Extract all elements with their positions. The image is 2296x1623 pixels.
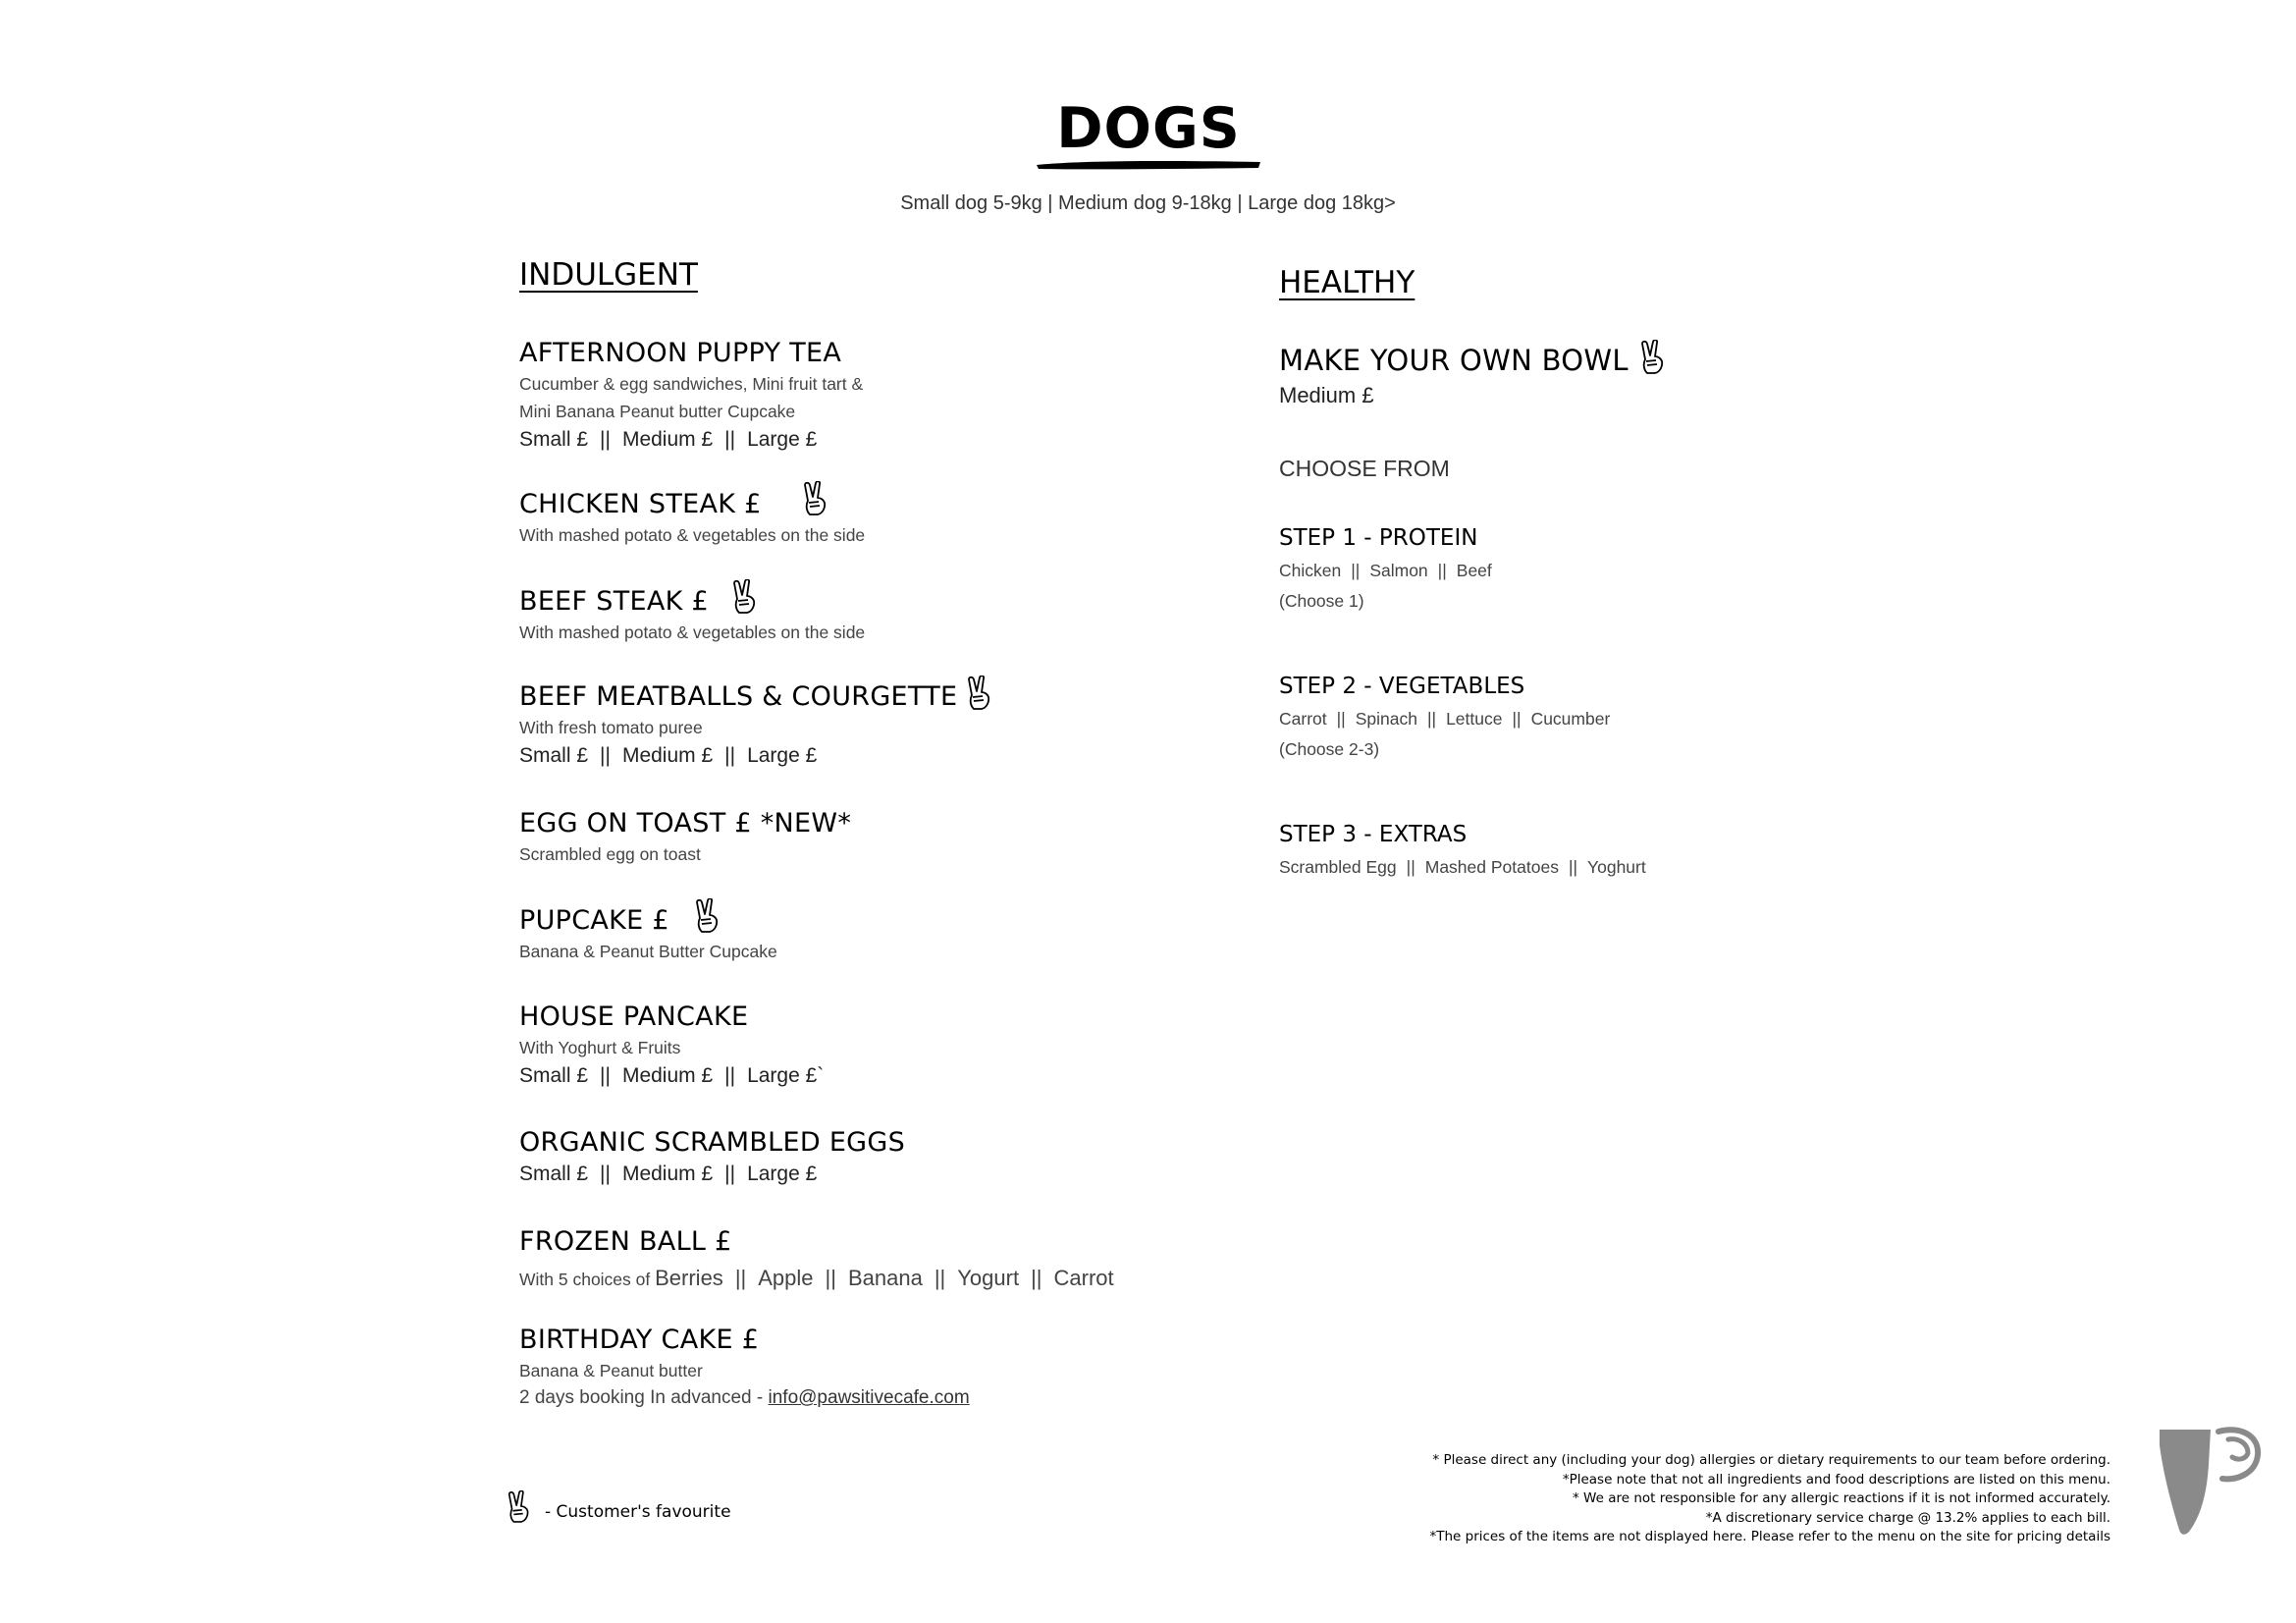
option: Cucumber — [1530, 709, 1611, 729]
step-vegetables — [1279, 672, 1610, 763]
choice: Banana — [847, 1266, 923, 1290]
step-name: STEP 3 - EXTRAS — [1279, 822, 1468, 847]
menu-item-make-your-own-bowl — [1279, 344, 1668, 410]
separator: || — [1406, 857, 1415, 877]
note-line: *The prices of the items are not displayed here. Please refer to the menu on the site for pricing details — [1429, 1529, 2110, 1544]
size-large: Large £ — [747, 428, 818, 451]
item-name: ORGANIC SCRAMBLED EGGS — [519, 1127, 906, 1158]
choice: Apple — [758, 1266, 814, 1290]
size-large: Large £ — [747, 1163, 818, 1185]
peace-hand-icon — [1638, 340, 1668, 375]
option: Salmon — [1369, 561, 1428, 580]
item-description: Banana & Peanut butter — [519, 1361, 703, 1380]
peace-hand-icon — [801, 481, 830, 516]
choices-prefix: With 5 choices of — [519, 1270, 651, 1289]
email-link[interactable]: info@pawsitivecafe.com — [768, 1387, 970, 1408]
item-name: HOUSE PANCAKE — [519, 1001, 749, 1032]
separator: || — [724, 1064, 736, 1087]
peace-hand-icon — [965, 676, 994, 711]
size-large: Large £` — [747, 1064, 825, 1087]
item-name-row — [519, 904, 777, 938]
menu-item-beef-steak — [519, 585, 865, 646]
separator: || — [1568, 857, 1578, 877]
option: Yoghurt — [1587, 857, 1646, 877]
item-sizes — [519, 1160, 905, 1189]
menu-title-block — [1031, 94, 1266, 163]
menu-item-pupcake — [519, 904, 777, 965]
dog-size-guide: Small dog 5-9kg | Medium dog 9-18kg | Large dog 18kg> — [900, 192, 1396, 214]
item-name: PUPCAKE £ — [519, 905, 669, 936]
legend-text: - Customer's favourite — [545, 1502, 731, 1522]
menu-item-beef-meatballs — [519, 680, 994, 771]
item-description: Banana & Peanut Butter Cupcake — [519, 942, 777, 961]
size-small: Small £ — [519, 1163, 589, 1185]
option: Spinach — [1355, 709, 1417, 729]
section-heading-indulgent: INDULGENT — [519, 257, 698, 293]
separator: || — [1031, 1266, 1042, 1290]
item-sizes — [519, 425, 863, 455]
size-medium: Medium £ — [621, 1064, 714, 1087]
choice: Carrot — [1053, 1266, 1114, 1290]
item-name: AFTERNOON PUPPY TEA — [519, 338, 842, 368]
brush-underline — [1035, 157, 1262, 171]
size-large: Large £ — [747, 744, 818, 767]
allergy-notes — [1429, 1451, 2110, 1547]
separator: || — [724, 428, 736, 451]
item-name: BEEF MEATBALLS & COURGETTE — [519, 681, 958, 712]
item-sizes — [519, 741, 994, 771]
step-note: (Choose 1) — [1279, 591, 1364, 611]
separator: || — [825, 1266, 836, 1290]
choose-from-label: CHOOSE FROM — [1279, 456, 1450, 481]
option: Mashed Potatoes — [1424, 857, 1559, 877]
peace-hand-icon — [506, 1490, 533, 1524]
option: Lettuce — [1446, 709, 1503, 729]
item-description: Mini Banana Peanut butter Cupcake — [519, 402, 796, 421]
option: Chicken — [1279, 561, 1342, 580]
item-name-row — [519, 585, 865, 619]
peace-hand-icon — [693, 898, 722, 934]
item-sizes — [519, 1061, 824, 1091]
note-line: *A discretionary service charge @ 13.2% applies to each bill. — [1705, 1509, 2110, 1526]
note-line: *Please note that not all ingredients and food descriptions are listed on this menu. — [1562, 1471, 2110, 1488]
item-description: With mashed potato & vegetables on the side — [519, 525, 866, 545]
item-name-row — [519, 680, 994, 714]
separator: || — [1351, 561, 1361, 580]
step-note: (Choose 2-3) — [1279, 739, 1380, 759]
item-description: Scrambled egg on toast — [519, 844, 701, 864]
step-name: STEP 1 - PROTEIN — [1279, 525, 1478, 551]
menu-item-egg-on-toast — [519, 807, 851, 868]
item-description: With fresh tomato puree — [519, 718, 703, 737]
item-choices — [519, 1265, 1114, 1293]
size-small: Small £ — [519, 428, 589, 451]
separator: || — [1512, 709, 1522, 729]
separator: || — [724, 1163, 736, 1185]
separator: || — [600, 428, 611, 451]
item-name: EGG ON TOAST £ *NEW* — [519, 808, 852, 839]
menu-item-house-pancake — [519, 1001, 824, 1091]
menu-item-birthday-cake — [519, 1324, 970, 1412]
note-line: * Please direct any (including your dog) allergies or dietary requirements to our team before ordering. — [1432, 1452, 2110, 1468]
favourite-legend — [506, 1490, 731, 1524]
cafe-logo-icon — [2150, 1426, 2266, 1542]
option: Beef — [1456, 561, 1492, 580]
separator: || — [934, 1266, 946, 1290]
separator: || — [600, 1064, 611, 1087]
size-small: Small £ — [519, 744, 589, 767]
separator: || — [724, 744, 736, 767]
item-description: Cucumber & egg sandwiches, Mini fruit tart & — [519, 374, 864, 394]
menu-item-organic-scrambled-eggs — [519, 1126, 905, 1189]
page-title: DOGS — [1056, 96, 1241, 161]
item-name: CHICKEN STEAK £ — [519, 489, 762, 519]
separator: || — [1336, 709, 1346, 729]
item-name: BEEF STEAK £ — [519, 586, 709, 617]
separator: || — [600, 1163, 611, 1185]
item-name-row — [1279, 344, 1668, 377]
size-medium: Medium £ — [621, 744, 714, 767]
note-line: * We are not responsible for any allergic reactions if it is not informed accurately. — [1573, 1490, 2110, 1506]
size-medium: Medium £ — [621, 428, 714, 451]
menu-item-chicken-steak — [519, 488, 865, 549]
item-name: BIRTHDAY CAKE £ — [519, 1325, 760, 1355]
step-options — [1279, 705, 1610, 732]
item-description: With mashed potato & vegetables on the side — [519, 622, 866, 642]
separator: || — [1426, 709, 1437, 729]
item-name-row — [519, 488, 865, 521]
step-name: STEP 2 - VEGETABLES — [1279, 674, 1525, 699]
choice: Yogurt — [957, 1266, 1020, 1290]
item-name: MAKE YOUR OWN BOWL — [1279, 344, 1629, 377]
separator: || — [600, 744, 611, 767]
menu-item-frozen-ball — [519, 1225, 1114, 1293]
step-options — [1279, 557, 1492, 584]
separator: || — [734, 1266, 747, 1290]
step-options — [1279, 853, 1646, 881]
peace-hand-icon — [730, 579, 760, 615]
step-extras — [1279, 820, 1646, 881]
option: Carrot — [1279, 709, 1327, 729]
separator: || — [1437, 561, 1447, 580]
section-heading-healthy: HEALTHY — [1279, 265, 1415, 300]
item-name: FROZEN BALL £ — [519, 1226, 732, 1257]
booking-line — [519, 1384, 970, 1412]
choice: Berries — [655, 1266, 723, 1290]
booking-text: 2 days booking In advanced - — [519, 1387, 769, 1408]
menu-item-afternoon-puppy-tea — [519, 337, 863, 455]
option: Scrambled Egg — [1279, 857, 1397, 877]
step-protein — [1279, 523, 1492, 615]
size-small: Small £ — [519, 1064, 589, 1087]
bowl-price: Medium £ — [1279, 383, 1374, 407]
item-description: With Yoghurt & Fruits — [519, 1038, 681, 1057]
size-medium: Medium £ — [621, 1163, 714, 1185]
